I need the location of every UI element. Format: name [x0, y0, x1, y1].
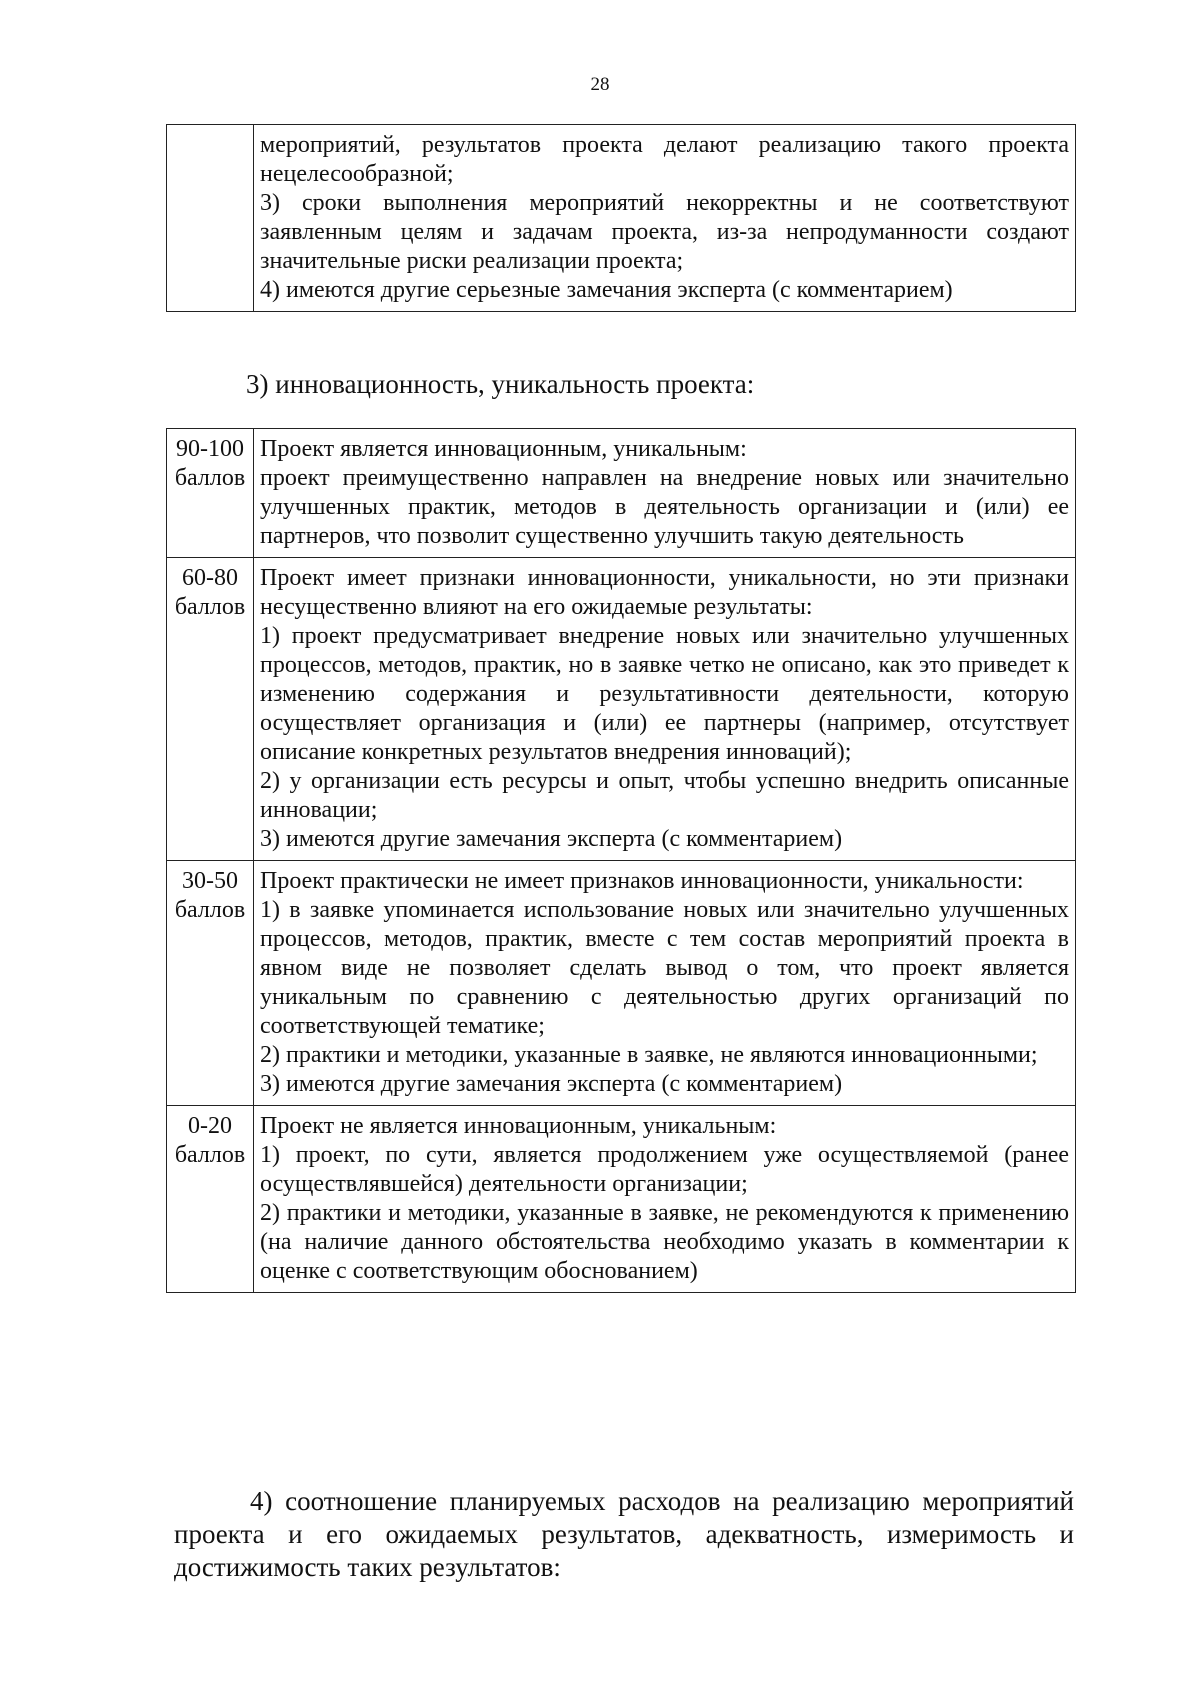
score-unit: баллов [174, 594, 246, 620]
score-range: 60-80 [182, 565, 238, 591]
table-row [167, 125, 1076, 312]
score-cell [167, 861, 254, 1106]
score-range: 90-100 [176, 436, 244, 462]
criteria-line: Проект не является инновационным, уникальным: [260, 1113, 777, 1139]
section-4-paragraph: 4) соотношение планируемых расходов на реализацию мероприятий проекта и его ожидаемых результатов, адекватность, измеримость и достижимость таких результатов: [174, 1486, 1074, 1582]
criteria-cell [254, 861, 1076, 1106]
criteria-line: 4) имеются другие серьезные замечания эксперта (с комментарием) [260, 277, 953, 303]
criteria-line: Проект имеет признаки инновационности, уникальности, но эти признаки несущественно влияют на его ожидаемые результаты: [260, 565, 1069, 620]
score-unit: баллов [174, 1142, 246, 1168]
criteria-cell [254, 558, 1076, 861]
criteria-line: 3) имеются другие замечания эксперта (с комментарием) [260, 826, 843, 852]
criteria-line: 2) у организации есть ресурсы и опыт, чтобы успешно внедрить описанные инновации; [260, 768, 1069, 823]
criteria-line: проект преимущественно направлен на внедрение новых или значительно улучшенных практик, методов в деятельность организации и (или) ее партнеров, что позволит существенно улучшить такую деятельность [260, 465, 1069, 549]
criteria-line: Проект практически не имеет признаков инновационности, уникальности: [260, 868, 1024, 894]
criteria-line: 1) проект предусматривает внедрение новых или значительно улучшенных процессов, методов, практик, но в заявке четко не описано, как это приведет к изменению содержания и результативности деятельности, которую осуществляет организация и (или) ее партнеры (например, отсутствует описание конкретных результатов внедрения инноваций); [260, 623, 1069, 765]
criteria-line: 3) имеются другие замечания эксперта (с комментарием) [260, 1071, 843, 1097]
score-range: 30-50 [182, 868, 238, 894]
score-range: 0-20 [188, 1113, 232, 1139]
table-row [167, 429, 1076, 558]
criteria-line: 1) в заявке упоминается использование новых или значительно улучшенных процессов, методов, практик, вместе с тем состав мероприятий проекта в явном виде не позволяет сделать вывод о том, что проект является уникальным по сравнению с деятельностью других организаций по соответствующей тематике; [260, 897, 1069, 1039]
criteria-line: Проект является инновационным, уникальным: [260, 436, 747, 462]
empty-score-cell [167, 125, 254, 312]
criteria-line: 2) практики и методики, указанные в заявке, не рекомендуются к применению (на наличие данного обстоятельства необходимо указать в комментарии к оценке с соответствующим обоснованием) [260, 1200, 1069, 1284]
criteria-line: 3) сроки выполнения мероприятий некорректны и не соответствуют заявленным целям и задачам проекта, из-за непродуманности создают значительные риски реализации проекта; [260, 190, 1069, 274]
criteria-line: 1) проект, по сути, является продолжением уже осуществляемой (ранее осуществлявшейся) деятельности организации; [260, 1142, 1069, 1197]
table-row [167, 558, 1076, 861]
table-row [167, 861, 1076, 1106]
score-unit: баллов [174, 465, 246, 491]
score-unit: баллов [174, 897, 246, 923]
score-cell [167, 1106, 254, 1293]
criteria-cell [254, 429, 1076, 558]
score-cell [167, 558, 254, 861]
criteria-cell [254, 1106, 1076, 1293]
criteria-line: мероприятий, результатов проекта делают реализацию такого проекта нецелесообразной; [260, 132, 1069, 187]
page-number: 28 [590, 74, 610, 95]
innovation-criteria-table [166, 428, 1076, 1293]
criteria-cell [254, 125, 1076, 312]
section-3-heading: 3) инновационность, уникальность проекта: [246, 369, 755, 399]
table-row [167, 1106, 1076, 1293]
top-continuation-table [166, 124, 1076, 312]
criteria-line: 2) практики и методики, указанные в заявке, не являются инновационными; [260, 1042, 1038, 1068]
score-cell [167, 429, 254, 558]
